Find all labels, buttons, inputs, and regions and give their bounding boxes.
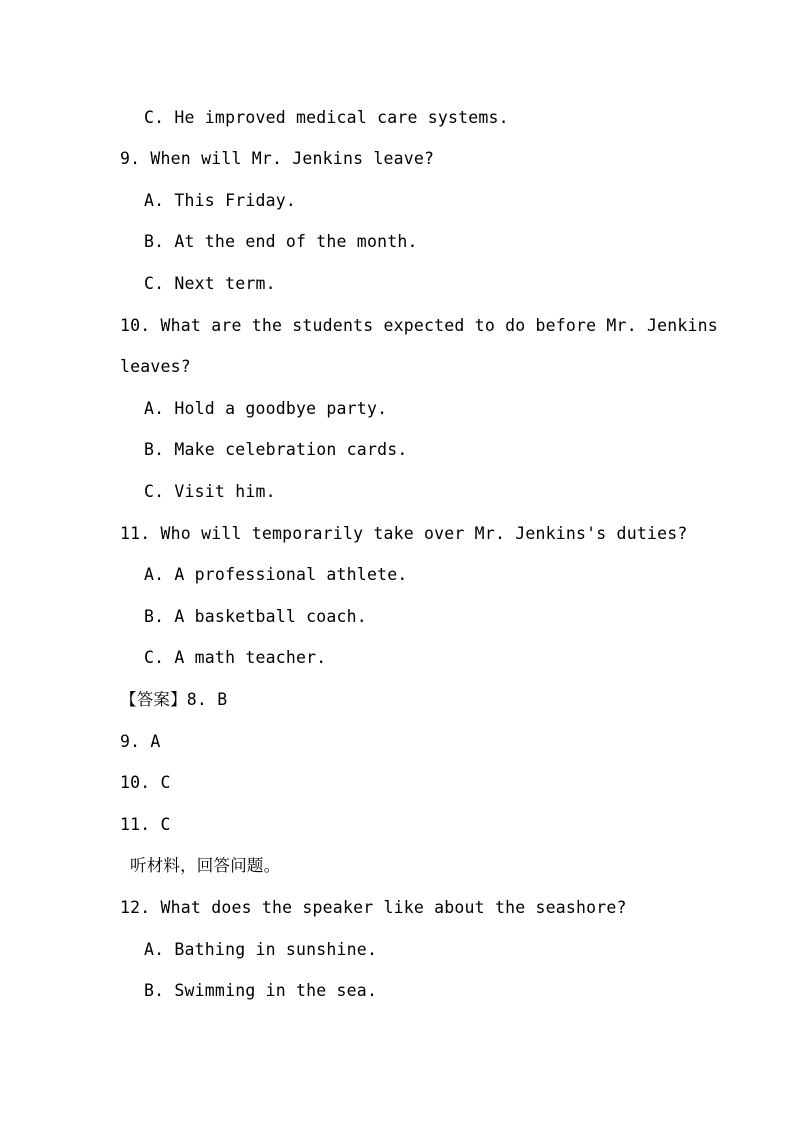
option-10c: C. Visit him. <box>144 482 276 501</box>
option-12a: A. Bathing in sunshine. <box>144 940 378 959</box>
question-9: 9. When will Mr. Jenkins leave? <box>120 149 435 168</box>
instruction-note: 听材料，回答问题。 <box>130 856 281 875</box>
answer-9: 9. A <box>120 732 161 751</box>
option-9c: C. Next term. <box>144 274 276 293</box>
option-11a: A. A professional athlete. <box>144 565 408 584</box>
option-9a: A. This Friday. <box>144 191 297 210</box>
question-10: 10. What are the students expected to do before Mr. Jenkins <box>120 316 718 335</box>
option-9b: B. At the end of the month. <box>144 232 418 251</box>
answer-10: 10. C <box>120 773 171 792</box>
question-12: 12. What does the speaker like about the seashore? <box>120 898 627 917</box>
option-10a: A. Hold a goodbye party. <box>144 399 388 418</box>
option-10b: B. Make celebration cards. <box>144 440 408 459</box>
option-12b: B. Swimming in the sea. <box>144 981 378 1000</box>
answer-11: 11. C <box>120 815 171 834</box>
option-11b: B. A basketball coach. <box>144 607 367 626</box>
answer-header: 【答案】8. B <box>120 690 228 709</box>
option-11c: C. A math teacher. <box>144 648 327 667</box>
question-11: 11. Who will temporarily take over Mr. Jenkins's duties? <box>120 524 688 543</box>
question-10-continued: leaves? <box>120 357 191 376</box>
option-8c: C. He improved medical care systems. <box>144 108 509 127</box>
